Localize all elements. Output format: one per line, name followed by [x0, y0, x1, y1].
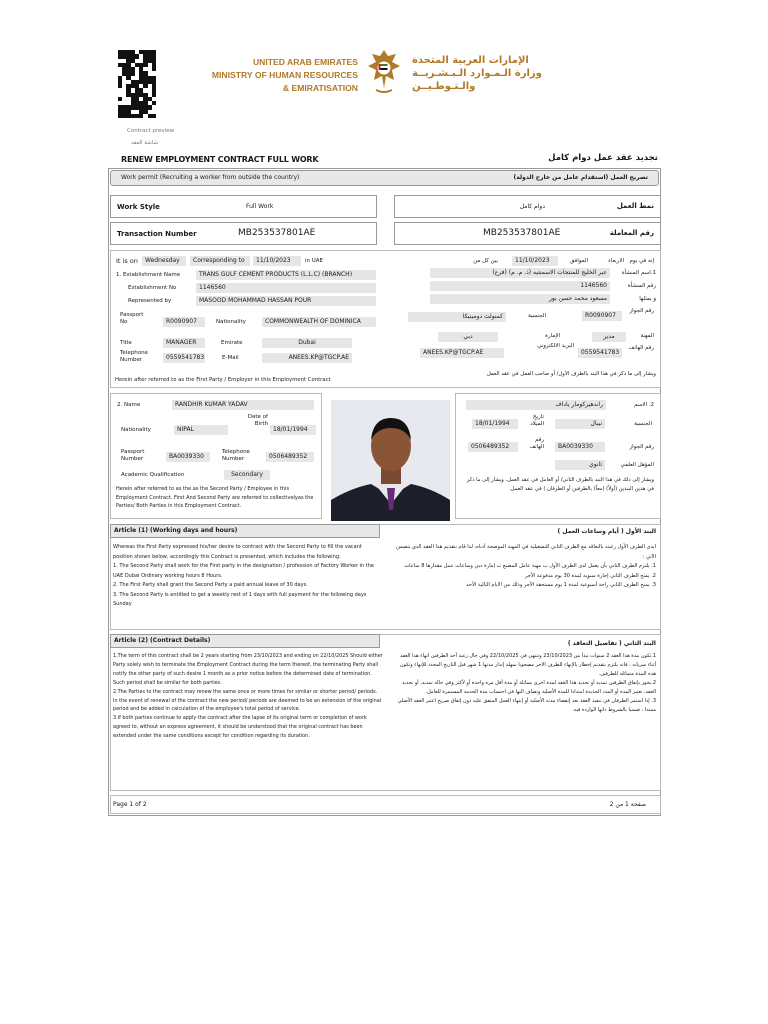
est-no-label: Establishment No: [128, 285, 177, 291]
emirate-field: Dubai: [262, 338, 352, 348]
phone-field-ar: 0559541783: [578, 348, 622, 358]
title-label-ar: المهنة: [640, 333, 654, 339]
represented-by-label: Represented by: [128, 298, 172, 304]
second-party-section-ar: [455, 393, 661, 519]
work-permit-ar: تصريح العمل (استقدام عامل من خارج الدولة): [513, 174, 648, 181]
work-permit-bar: [110, 170, 659, 186]
employee-nationality-field-ar: نيبال: [555, 419, 605, 429]
phone-label: Telephone Number: [120, 350, 148, 363]
first-party-footer-en: Herein after referred to as the First Party / Employer in this Employment Contract: [115, 377, 331, 383]
article-1-body-en: Whereas the First Party expressed his/her desire to contract with the Second Party to fill the vacant position shown below, accordingly this Contract is presented, which includes the following: 1. The Second Party shall work for the First party in the designation / profession of Factory Worker in the UAE Dubai Ordinary working hours 8 Hours. 2. The First Party shall grant the Second Party a paid annual leave of 30 days. 3. The Second Party is entitled to get a weekly rest of 1 days with full payment for the following days Sunday: [113, 544, 375, 607]
est-no-field-ar: 1146560: [430, 281, 610, 291]
nationality-label-ar: الجنسية: [528, 313, 546, 319]
phone-label-ar: رقم الهاتف: [628, 345, 654, 351]
nationality-field-ar: كمنولث دومينيكا: [408, 312, 506, 322]
date-field-ar: 11/10/2023: [512, 256, 558, 266]
transaction-box-ar: [394, 222, 661, 245]
article-1-title-ar: البند الأول ( أيام وساعات العمل ): [557, 528, 656, 535]
passport-field-ar: R0090907: [582, 311, 622, 321]
represented-by-field: MASOOD MOHAMMAD HASSAN POUR: [196, 296, 376, 306]
second-party-footer-en: Herein after referred to as the as the Second Party / Employee in this Employment Contract. First And Second Party are referred to collectivelyas the Parties/ Both Parties in this Employment Contract.: [116, 486, 314, 510]
employee-name-label: 2. Name: [117, 402, 141, 408]
uae-emblem-icon: [364, 46, 404, 96]
work-style-value: Full Work: [246, 203, 274, 210]
first-party-footer-ar: ويشار إلى ما ذكر في هذا البند بالطرف الأول/ أو صاحب العمل في عقد العمل: [486, 371, 656, 377]
title-field-ar: مدير: [592, 332, 626, 342]
contract-title-ar: تجديد عقد عمل دوام كامل: [548, 153, 658, 163]
article-2-body-en: 1.The term of this contract shall be 2 years starting from 23/10/2023 and ending on 22/10/2025 Should either Party solely wish to terminate the Employment Contract during the term thereof, the terminating Party shall notify the other party of such desire 1 month as a prior notice before the determined date of termination. Such period shall be similar for both parties. 2.The Parties to the contract may renew the same once or more times for similar or shorter period/ periods. In the event of renewal of the contract the new period/ periods are deemed to be an extension of the original period and be added in calculation of the employee's total period of service. 3.If both parties continue to apply the contract after the lapse of its original term or completion of work agreed to, without an express agreement, it should be understood that the original contract has been extended under the same conditions except for condition regarding its duration.: [113, 653, 383, 740]
emirate-label-ar: الإمارة: [545, 333, 560, 339]
est-name-label: 1. Establishment Name: [116, 272, 181, 278]
est-name-field: TRANS GULF CEMENT PRODUCTS (L.L.C) (BRANCH): [196, 270, 376, 280]
transaction-label: Transaction Number: [117, 230, 197, 238]
contract-preview-label: Contract preview: [127, 128, 175, 134]
represented-by-field-ar: مسعود محمد حسن بور: [430, 294, 610, 304]
est-name-label-ar: 1.اسم المنشأة: [621, 270, 656, 276]
title-field: MANAGER: [163, 338, 205, 348]
employee-nationality-label: Nationality: [121, 427, 151, 433]
ministry-name-en: UNITED ARAB EMIRATES MINISTRY OF HUMAN RESOURCES & EMIRATISATION: [211, 57, 358, 93]
transaction-box-en: [110, 222, 377, 245]
article-1-title-en: Article (1) (Working days and hours): [114, 527, 238, 534]
page-number-en: Page 1 of 2: [113, 801, 147, 808]
it-is-on-label-ar: إنه في يوم: [629, 258, 654, 264]
title-label: Title: [120, 340, 132, 346]
page-footer: [110, 795, 661, 814]
employee-nationality-label-ar: الجنسية: [634, 421, 652, 427]
email-label-ar: البريد الالكتروني: [537, 343, 574, 349]
work-style-box-ar: [394, 195, 661, 218]
email-label: E-Mail: [222, 355, 239, 361]
dob-field-ar: 18/01/1994: [472, 419, 518, 429]
contract-preview-label-ar: شاشة العقد: [131, 140, 159, 146]
employee-passport-field-ar: BA0039330: [555, 442, 605, 452]
passport-label: Passport No: [120, 312, 144, 325]
employee-nationality-field: NIPAL: [174, 425, 228, 435]
in-uae-label: in UAE: [305, 258, 324, 264]
employee-name-label-ar: 2. الاسم: [634, 402, 654, 408]
article-2-body-ar: 1.تكون مدة هذا العقد 2 سنوات تبدأ من 23/10/2023 وتنتهي في 22/10/2025 وفي حال رغبة أحد الطرفين انهاء هذا العقد أثناء سريانه ، فانه يلتزم بتقديم إخطار بالإنهاء للطرف الاخر مصحوبا بمهلة إنذار مدتها 1 شهر قبل التاريخ المحدد للإنهاء وتكون هذه المدة متماثلة للطرفين. 2.يجوز بإتفاق الطرفين تمديد أو تجديد هذا العقد لمدة اخرى مماثلة أو مدة أقل مره واحدة أو لأكثر وفي حالة تمديد، أو تجديد العقد، تعتبر المدة أو المدد الجديدة امتدادا للمدة الأصلية وتضاف اليها في احتساب مدة الخدمة المستمرة للعامل. 3. إذا استمر الطرفان في تنفيذ العقد بعد إنقضاء مدته الأصلية أو إنتهاء العمل المتفق عليه دون إتفاق صريح اعتبر العقد الأصلي ممتدا ، ضمنيا بالشروط ذاتها الواردة فيه.: [397, 653, 656, 713]
qualification-field: Secondary: [224, 470, 270, 480]
est-no-field: 1146560: [196, 283, 376, 293]
qualification-label: Academic Qualification: [121, 472, 185, 478]
employee-phone-field: 0506489352: [266, 452, 314, 462]
emirate-field-ar: دبي: [438, 332, 498, 342]
qualification-field-ar: ثانوي: [555, 460, 605, 470]
email-field: ANEES.KP@TGCP.AE: [262, 353, 352, 363]
article-2-title-ar: البند الثاني ( تفاصيل التعاقد ): [567, 640, 656, 647]
employee-passport-label-ar: رقم الجواز: [629, 444, 654, 450]
emirate-label: Emirate: [221, 340, 243, 346]
employee-passport-label: Passport Number: [121, 449, 145, 462]
page-number-ar: صفحة 1 من 2: [609, 801, 646, 808]
article-2-title-en: Article (2) (Contract Details): [114, 637, 211, 644]
work-style-box-en: [110, 195, 377, 218]
transaction-number-ar: MB253537801AE: [483, 228, 561, 238]
work-style-label-ar: نمط العمل: [616, 202, 654, 210]
dob-label-ar: تاريخ الميلاد: [530, 414, 544, 427]
work-style-label: Work Style: [117, 203, 160, 211]
article-1-body-ar: ابدى الطرف الأول رغبته بالتعاقد مع الطرف الثاني للتشغيلية في المهنة الموضحة أدناه، لذا قام بتقديم هذا العقد الذي يتضمن الآتي : 1. يلتزم الطرف الثاني بأن يعمل لدى الطرف الأول ب مهنة عامل المصنع ب إمارة دبي وساعات عمل مقدارها 8 ساعات 2. يمنح الطرف الثاني إجازة سنوية لمدة 30 يوم مدفوعة الأجر 3. يمنح الطرف الثاني راحة أسبوعية لمدة 1 يوم مستحقة الأجر وذلك من الايام التالية الأحد: [396, 544, 656, 588]
phone-field: 0559541783: [163, 353, 205, 363]
work-permit-en: Work permit (Recruiting a worker from outside the country): [121, 174, 300, 181]
employee-passport-field: BA0039330: [166, 452, 210, 462]
corresponding-label: Corresponding to: [190, 256, 250, 266]
nationality-label: Nationality: [216, 319, 246, 325]
day-field-ar: الاربعاء: [608, 258, 624, 264]
dob-label: Date of Birth: [247, 414, 268, 427]
dob-field: 18/01/1994: [270, 425, 316, 435]
date-field: 11/10/2023: [253, 256, 301, 266]
employee-phone-field-ar: 0506489352: [468, 442, 518, 452]
est-no-label-ar: رقم المنشأة: [627, 283, 656, 289]
day-field: Wednesday: [142, 256, 186, 266]
work-style-value-ar: دوام كامل: [519, 203, 545, 210]
passport-label-ar: رقم الجواز: [629, 308, 654, 314]
est-name-field-ar: عبر الخليج للمنتجات الاسمنتيه (ذ. م. م) (فرع): [430, 268, 610, 278]
nationality-field: COMMONWEALTH OF DOMINICA: [262, 317, 376, 327]
corresponding-label-ar: الموافق: [570, 258, 588, 264]
person-icon: [331, 400, 450, 521]
passport-field: R0090907: [163, 317, 205, 327]
second-party-footer-ar: ويشار إلى ذلك في هذا البند بالطرف الثاني/ أو العامل في عقد العمل. ويشار إلى ما ذكر في هذين البندين (أولاً) (معاً) بالطرفين أو الطرفان ) في عقد العمل.: [466, 477, 654, 492]
employee-name-field-ar: راندهيركومار ياداف: [466, 400, 606, 410]
transaction-label-ar: رقم المعاملة: [609, 229, 654, 237]
represented-by-label-ar: و يمثلها: [639, 296, 656, 302]
employee-name-field: RANDHIR KUMAR YADAV: [172, 400, 314, 410]
between-label-ar: بين كل من: [473, 258, 498, 264]
qualification-label-ar: المؤهل العلمي: [620, 462, 654, 468]
qr-code: [118, 50, 156, 118]
email-field-ar: ANEES.KP@TGCP.AE: [420, 348, 504, 358]
article-1-title-bar-en: [110, 524, 380, 538]
employee-photo: [331, 400, 450, 521]
transaction-number: MB253537801AE: [238, 228, 316, 238]
contract-title-en: RENEW EMPLOYMENT CONTRACT FULL WORK: [121, 155, 319, 164]
employee-phone-label-ar: رقم الهاتف: [529, 437, 544, 450]
employee-phone-label: Telephone Number: [222, 449, 250, 462]
article-2-title-bar-en: [110, 634, 380, 648]
it-is-on-label: It is on: [116, 257, 138, 265]
ministry-name-ar: الإمارات العربية المتحدة وزارة الـمـوارد الـبـشـريــة والـتـوطـيــن: [412, 55, 542, 92]
